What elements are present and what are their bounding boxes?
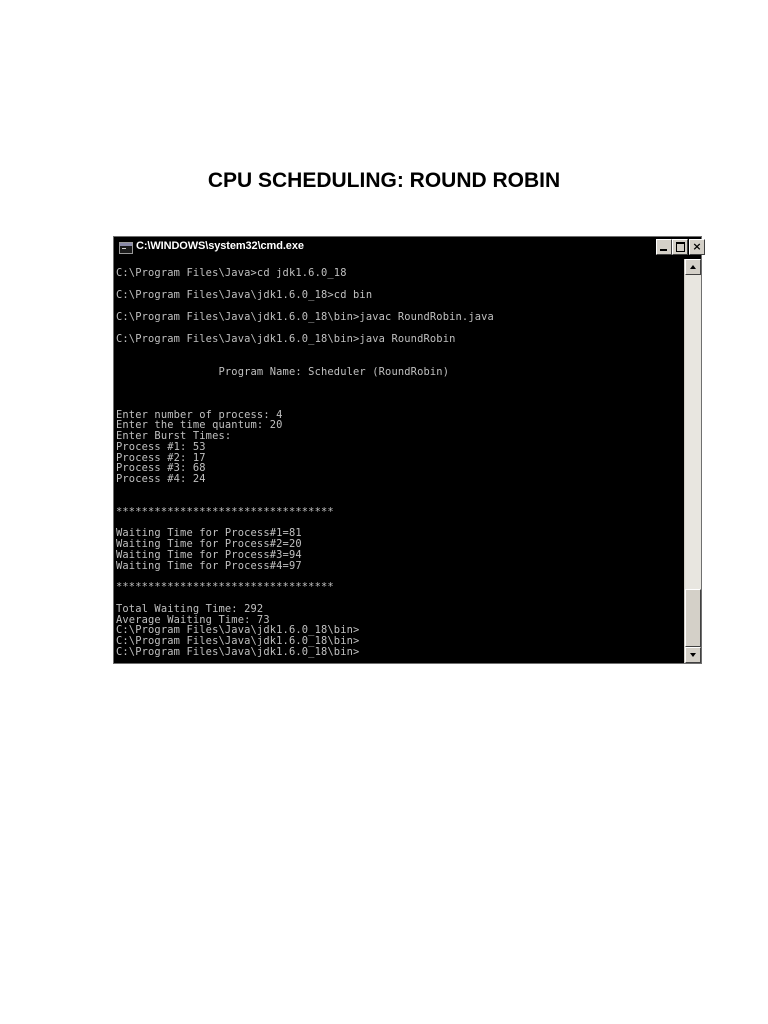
console-line: C:\Program Files\Java\jdk1.6.0_18\bin>javac RoundRobin.java (116, 311, 494, 323)
console-line: C:\Program Files\Java>cd jdk1.6.0_18 (116, 267, 347, 279)
console-line: C:\Program Files\Java\jdk1.6.0_18\bin> (116, 635, 360, 647)
console-icon[interactable] (119, 242, 133, 254)
console-line: C:\Program Files\Java\jdk1.6.0_18\bin>java RoundRobin (116, 333, 456, 345)
console-line: Enter number of process: 4 (116, 409, 283, 421)
scroll-down-arrow-icon[interactable] (685, 647, 701, 663)
console-line: Process #3: 68 (116, 462, 206, 474)
maximize-button[interactable] (672, 239, 688, 255)
console-line: Average Waiting Time: 73 (116, 614, 270, 626)
console-line: Waiting Time for Process#3=94 (116, 549, 302, 561)
console-line: C:\Program Files\Java\jdk1.6.0_18>cd bin (116, 289, 373, 301)
window-title: C:\WINDOWS\system32\cmd.exe (136, 240, 304, 252)
minimize-button[interactable] (656, 239, 672, 255)
console-line: Total Waiting Time: 292 (116, 603, 264, 615)
console-line: Enter the time quantum: 20 (116, 419, 283, 431)
document-title: CPU SCHEDULING: ROUND ROBIN (207, 169, 561, 192)
console-line: Waiting Time for Process#4=97 (116, 560, 302, 572)
scrollbar-thumb[interactable] (685, 589, 701, 647)
console-line: C:\Program Files\Java\jdk1.6.0_18\bin> (116, 646, 360, 658)
console-line: Enter Burst Times: (116, 430, 232, 442)
console-line: Waiting Time for Process#2=20 (116, 538, 302, 550)
console-line: Waiting Time for Process#1=81 (116, 527, 302, 539)
console-line: ********************************** (116, 581, 334, 593)
console-line: Process #4: 24 (116, 473, 206, 485)
console-line: C:\Program Files\Java\jdk1.6.0_18\bin> (116, 624, 360, 636)
console-line: ********************************** (116, 506, 334, 518)
close-button[interactable]: × (689, 239, 705, 255)
vertical-scrollbar[interactable] (685, 259, 701, 663)
scroll-up-arrow-icon[interactable] (685, 259, 701, 275)
console-line: Process #2: 17 (116, 452, 206, 464)
console-line: Process #1: 53 (116, 441, 206, 453)
window-titlebar[interactable] (114, 237, 701, 259)
console-line: Program Name: Scheduler (RoundRobin) (116, 366, 450, 378)
cmd-window (113, 236, 702, 664)
console-output[interactable] (114, 259, 684, 663)
